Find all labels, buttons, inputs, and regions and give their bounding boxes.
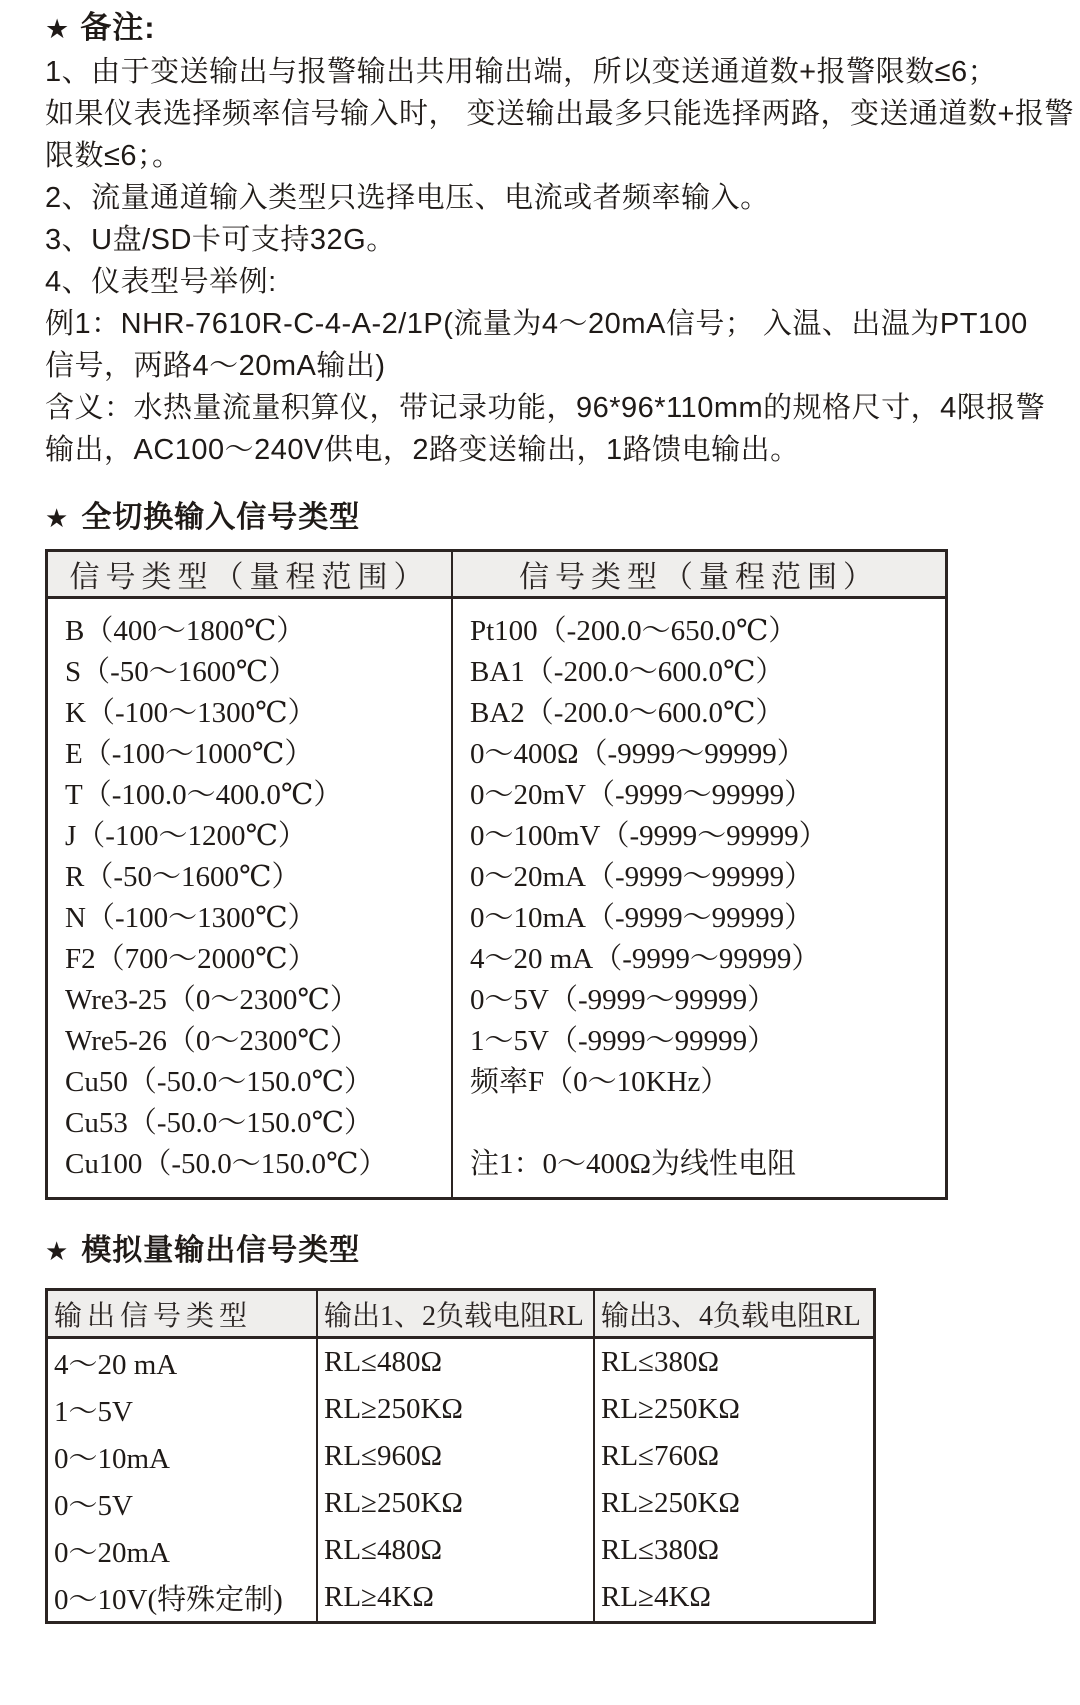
signal-row: Pt100（-200.0～650.0℃） (470, 615, 798, 647)
input-header-cell-left: 信号类型（量程范围） (48, 552, 453, 596)
signal-row: R（-50～1600℃） (65, 861, 301, 893)
input-table-header (48, 552, 945, 599)
output-type-cell: 1～5V (48, 1386, 318, 1433)
signal-row: E（-100～1000℃） (65, 738, 314, 770)
load-resistance-cell: RL≤960Ω (318, 1433, 595, 1480)
note-line: 1、由于变送输出与报警输出共用输出端，所以变送通道数+报警限数≤6； (45, 56, 998, 88)
note-line: 2、流量通道输入类型只选择电压、电流或者频率输入。 (45, 182, 770, 214)
table-row (48, 1339, 873, 1386)
input-signal-table (45, 549, 948, 1200)
table-row (48, 1527, 873, 1574)
table-row (48, 1433, 873, 1480)
signal-row: F2（700～2000℃） (65, 943, 317, 975)
signal-row: BA1（-200.0～600.0℃） (470, 656, 785, 688)
output-header-cell: 输出信号类型 (48, 1291, 318, 1336)
signal-row: Cu100（-50.0～150.0℃） (65, 1148, 388, 1180)
load-resistance-cell: RL≤480Ω (318, 1339, 595, 1386)
note-line: 3、U盘/SD卡可支持32G。 (45, 224, 396, 256)
signal-row: K（-100～1300℃） (65, 697, 317, 729)
signal-row-blank (470, 1103, 945, 1144)
note-line: 如果仪表选择频率信号输入时， 变送输出最多只能选择两路，变送通道数+报警 (45, 98, 1074, 130)
signal-row: Wre5-26（0～2300℃） (65, 1025, 359, 1057)
output-section-title-text: 模拟量输出信号类型 (81, 1234, 361, 1267)
table-row (48, 1386, 873, 1433)
input-signal-list-right (453, 599, 945, 1197)
load-resistance-cell: RL≥250KΩ (318, 1386, 595, 1433)
note-line: 输出，AC100～240V供电，2路变送输出，1路馈电输出。 (45, 434, 800, 466)
notes-title-text: 备注: (80, 10, 156, 45)
input-header-cell-right: 信号类型（量程范围） (519, 561, 879, 594)
input-section-title (45, 497, 1080, 539)
note-line: 含义：水热量流量积算仪，带记录功能，96*96*110mm的规格尺寸，4限报警 (45, 392, 1046, 424)
note-line: 4、仪表型号举例: (45, 266, 277, 298)
output-table-header (48, 1291, 873, 1339)
signal-row: Wre3-25（0～2300℃） (65, 984, 359, 1016)
input-section-title-text: 全切换输入信号类型 (81, 501, 361, 534)
signal-row: Cu53（-50.0～150.0℃） (65, 1107, 373, 1139)
notes-title (45, 6, 1080, 51)
output-header-cell: 输出1、2负载电阻RL (318, 1291, 595, 1336)
signal-row: S（-50～1600℃） (65, 656, 298, 688)
load-resistance-cell: RL≥4KΩ (318, 1574, 595, 1621)
input-table-body (48, 599, 945, 1197)
signal-row: 频率F（0～10KHz） (470, 1066, 730, 1098)
load-resistance-cell: RL≤760Ω (601, 1440, 720, 1472)
output-type-cell: 0～10V(特殊定制) (48, 1574, 318, 1621)
signal-row: B（400～1800℃） (65, 615, 306, 647)
load-resistance-cell: RL≥250KΩ (318, 1480, 595, 1527)
signal-row: 0～5V（-9999～99999） (470, 984, 777, 1016)
table-note: 注1：0～400Ω为线性电阻 (470, 1148, 797, 1180)
output-type-cell: 4～20 mA (48, 1339, 318, 1386)
input-signal-list-left (48, 599, 453, 1197)
star-icon: ★ (45, 503, 70, 533)
notes-section (45, 6, 1080, 471)
signal-row: Cu50（-50.0～150.0℃） (65, 1066, 373, 1098)
signal-row: J（-100～1200℃） (65, 820, 307, 852)
signal-row: 0～100mV（-9999～99999） (470, 820, 828, 852)
signal-row: N（-100～1300℃） (65, 902, 317, 934)
signal-row: 0～20mA（-9999～99999） (470, 861, 814, 893)
table-row (48, 1480, 873, 1527)
table-row (48, 1574, 873, 1621)
load-resistance-cell: RL≥250KΩ (601, 1393, 740, 1425)
signal-row: 0～400Ω（-9999～99999） (470, 738, 806, 770)
signal-row: 0～20mV（-9999～99999） (470, 779, 814, 811)
note-line: 例1：NHR-7610R-C-4-A-2/1P(流量为4～20mA信号； 入温、出温为PT100 (45, 308, 1028, 340)
load-resistance-cell: RL≤380Ω (601, 1346, 720, 1378)
load-resistance-cell: RL≤480Ω (318, 1527, 595, 1574)
output-signal-table (45, 1288, 876, 1624)
output-type-cell: 0～5V (48, 1480, 318, 1527)
note-line: 限数≤6；。 (45, 140, 182, 172)
star-icon: ★ (45, 1236, 70, 1266)
star-icon: ★ (45, 14, 71, 44)
output-header-cell: 输出3、4负载电阻RL (601, 1300, 861, 1332)
signal-row: BA2（-200.0～600.0℃） (470, 697, 785, 729)
output-type-cell: 0～20mA (48, 1527, 318, 1574)
note-line: 信号，两路4～20mA输出) (45, 350, 386, 382)
signal-row: 0～10mA（-9999～99999） (470, 902, 814, 934)
load-resistance-cell: RL≤380Ω (601, 1534, 720, 1566)
signal-row: T（-100.0～400.0℃） (65, 779, 343, 811)
load-resistance-cell: RL≥250KΩ (601, 1487, 740, 1519)
load-resistance-cell: RL≥4KΩ (601, 1581, 711, 1613)
signal-row: 1～5V（-9999～99999） (470, 1025, 777, 1057)
signal-row: 4～20 mA（-9999～99999） (470, 943, 821, 975)
output-section-title (45, 1230, 1080, 1272)
output-type-cell: 0～10mA (48, 1433, 318, 1480)
